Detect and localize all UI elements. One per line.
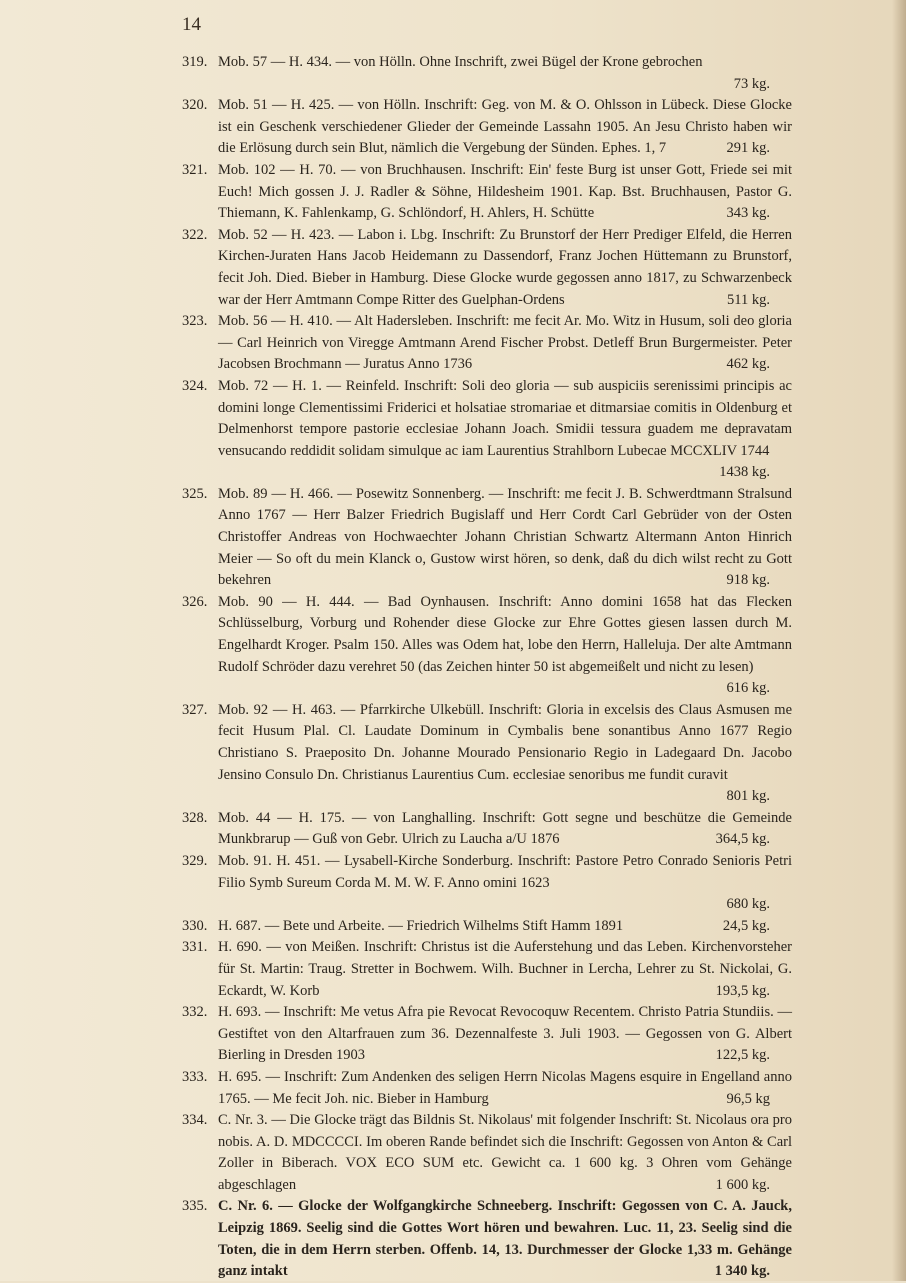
entry-weight: 462 kg.	[726, 356, 770, 373]
entry-text: H. 695. — Inschrift: Zum Andenken des seligen Herrn Nicolas Magens esquire in Engelland anno 1765. — Me fecit Joh. nic. Bieber in Hamburg 96,5 kg	[218, 1067, 792, 1110]
entry-number: 320.	[182, 97, 208, 114]
entry-number: 319.	[182, 54, 208, 70]
entry-326	[182, 592, 792, 700]
entry-weight: 193,5 kg.	[715, 982, 770, 999]
entry-text: Mob. 90 — H. 444. — Bad Oynhausen. Inschrift: Anno domini 1658 hat das Flecken Schlüsselburg, Vorburg und Rohender diese Glocke zur Ehre Gottes giesen lassen durch M. Engelhardt Kroger. Psalm 150. Alles was Odem hat, lobe den Herrn, Halleluja. Der alte Amtmann Rudolf Schröder dazu verehret 50 (das Zeichen hinter 50 ist abgemeißelt und nicht zu lesen) 616 kg.	[218, 592, 792, 678]
entry-321	[182, 160, 792, 225]
entry-text: C. Nr. 6. — Glocke der Wolfgangkirche Schneeberg. Inschrift: Gegossen von C. A. Jauck, Leipzig 1869. Seelig sind die Gottes Wort hören und bewahren. Luc. 11, 23. Seelig sind die Toten, die in dem Herrn sterben. Offenb. 14, 13. Durchmesser der Glocke 1,33 m. Gehänge ganz intakt 1 340 kg.	[218, 1196, 792, 1282]
entry-334	[182, 1110, 792, 1196]
entry-weight: 1 600 kg.	[715, 1176, 770, 1193]
entry-weight: 616 kg.	[726, 680, 770, 697]
entry-text: C. Nr. 3. — Die Glocke trägt das Bildnis St. Nikolaus' mit folgender Inschrift: St. Nicolaus ora pro nobis. A. D. MDCCCCI. Im oberen Rande befindet sich die Inschrift: Gegossen von Anton & Carl Zoller in Biberach. VOX ECO SUM etc. Gewicht ca. 1 600 kg. 3 Ohren vom Gehänge abgeschlagen 1 600 kg.	[218, 1110, 792, 1196]
entry-list	[182, 52, 792, 1283]
entry-number: 322.	[182, 226, 208, 243]
entry-number: 324.	[182, 377, 208, 394]
entry-number: 332.	[182, 1004, 208, 1021]
entry-text: Mob. 91. H. 451. — Lysabell-Kirche Sonderburg. Inschrift: Pastore Petro Conrado Senioris Petri Filio Symb Sureum Corda M. M. W. F. Anno omini 1623 680 kg.	[218, 851, 792, 916]
entry-weight: 1438 kg.	[719, 464, 770, 481]
entry-number: 328.	[182, 809, 208, 826]
entry-text: Mob. 56 — H. 410. — Alt Hadersleben. Inschrift: me fecit Ar. Mo. Witz in Husum, soli deo gloria — Carl Heinrich von Viregge Amtmann Arend Fischer Probst. Detleff Brun Burgermeister. Peter Jacobsen Brochmann — Juratus Anno 1736 462 kg.	[218, 311, 792, 376]
entry-325	[182, 484, 792, 592]
entry-324	[182, 376, 792, 484]
entry-text: Mob. 51 — H. 425. — von Hölln. Inschrift: Geg. von M. & O. Ohlsson in Lübeck. Diese Glocke ist ein Geschenk verschiedener Glieder der Gemeinde Lassahn 1905. An Jesu Christo haben wir die Erlösung durch sein Blut, nämlich die Vergebung der Sünden. Ephes. 1, 7 291 kg.	[218, 95, 792, 160]
entry-weight: 343 kg.	[726, 205, 770, 222]
entry-weight: 511 kg.	[727, 291, 770, 308]
entry-text: H. 690. — von Meißen. Inschrift: Christus ist die Auferstehung und das Leben. Kirchenvorsteher für St. Martin: Traug. Stretter in Bochwem. Wilh. Buchner in Lercha, Lehrer zu St. Nickolai, G. Eckardt, W. Korb 193,5 kg.	[218, 937, 792, 1002]
entry-weight: 364,5 kg.	[715, 831, 770, 848]
entry-319	[182, 52, 792, 95]
entry-weight: 122,5 kg.	[715, 1047, 770, 1064]
entry-text: H. 687. — Bete und Arbeite. — Friedrich Wilhelms Stift Hamm 1891 24,5 kg.	[218, 916, 792, 938]
entry-text: Mob. 89 — H. 466. — Posewitz Sonnenberg. — Inschrift: me fecit J. B. Schwerdtmann Stralsund Anno 1767 — Herr Balzer Friedrich Bugislaff und Herr Cordt Carl Gebrüder von der Osten Christoffer Andreas von Hochwaechter Johann Christian Schwartz Altermann Anton Hinrich Meier — So oft du mein Klanck o, Gustow wirst hören, so denk, daß du dich wilst recht zu Gott bekehren 918 kg.	[218, 484, 792, 592]
entry-number: 330.	[182, 917, 208, 934]
page-spine-shadow	[892, 0, 906, 1281]
entry-329	[182, 851, 792, 916]
entry-number: 335.	[182, 1198, 208, 1215]
entry-323	[182, 311, 792, 376]
entry-weight: 73 kg.	[733, 75, 770, 92]
entry-text: Mob. 52 — H. 423. — Labon i. Lbg. Inschrift: Zu Brunstorf der Herr Prediger Elfeld, die Herren Kirchen-Juraten Hans Jacob Heidemann zu Dassendorf, Franz Jochen Hüttemann zu Brunstorf, fecit Joh. Died. Bieber in Hamburg. Diese Glocke wurde gegossen anno 1817, zu Schwarzenbeck war der Herr Amtmann Compe Ritter des Guelphan-Ordens 511 kg.	[218, 225, 792, 311]
entry-weight: 24,5 kg.	[722, 917, 770, 934]
entry-number: 333.	[182, 1068, 208, 1085]
entry-330	[182, 916, 792, 938]
entry-weight: 291 kg.	[726, 140, 770, 157]
entry-text: H. 693. — Inschrift: Me vetus Afra pie Revocat Revocoquw Recentem. Christo Patria Stundiis. — Gestiftet von den Altarfrauen zum 36. Dezennalfeste 3. Juli 1903. — Gegossen von G. Albert Bierling in Dresden 1903 122,5 kg.	[218, 1002, 792, 1067]
entry-weight: 801 kg.	[726, 788, 770, 805]
entry-322	[182, 225, 792, 311]
entry-number: 329.	[182, 852, 208, 869]
entry-number: 323.	[182, 313, 208, 330]
entry-weight: 680 kg.	[726, 896, 770, 913]
entry-text: Mob. 102 — H. 70. — von Bruchhausen. Inschrift: Ein' feste Burg ist unser Gott, Friede sei mit Euch! Mich gossen J. J. Radler & Söhne, Hildesheim 1901. Kap. Bst. Bruchhausen, Pastor G. Thiemann, K. Fahlenkamp, G. Schlöndorf, H. Ahlers, H. Schütte 343 kg.	[218, 160, 792, 225]
entry-number: 331.	[182, 939, 208, 956]
entry-number: 325.	[182, 485, 208, 502]
entry-333	[182, 1067, 792, 1110]
page-number: 14	[182, 14, 201, 35]
entry-331	[182, 937, 792, 1002]
entry-320	[182, 95, 792, 160]
entry-text: Mob. 72 — H. 1. — Reinfeld. Inschrift: Soli deo gloria — sub auspiciis serenissimi principis ac domini longe Clementissimi Friderici et holsatiae stromariae et ditmarsiae comitis in Oldenburg et Delmenhorst tempore pastorie ecclesiae Johann Joach. Smidii tessura guadem me depravatam vensucando reddidit solidam simulque ac iam Laurentius Strahlborn Lubecae MCCXLIV 1744 1438 kg.	[218, 376, 792, 462]
entry-328	[182, 808, 792, 851]
entry-335	[182, 1196, 792, 1282]
entry-number: 334.	[182, 1112, 208, 1129]
entry-weight: 918 kg.	[726, 572, 770, 589]
entry-number: 327.	[182, 701, 208, 718]
entry-text: Mob. 57 — H. 434. — von Hölln. Ohne Inschrift, zwei Bügel der Krone gebrochen 73 kg.	[218, 52, 792, 95]
entry-text: Mob. 44 — H. 175. — von Langhalling. Inschrift: Gott segne und beschütze die Gemeinde Munkbrarup — Guß von Gebr. Ulrich zu Laucha a/U 1876 364,5 kg.	[218, 808, 792, 851]
entry-number: 321.	[182, 161, 208, 178]
entry-332	[182, 1002, 792, 1067]
entry-number: 326.	[182, 593, 208, 610]
entry-weight: 96,5 kg	[726, 1090, 770, 1107]
entry-327	[182, 700, 792, 808]
entry-text: Mob. 92 — H. 463. — Pfarrkirche Ulkebüll. Inschrift: Gloria in excelsis des Claus Asmusen me fecit Husum Plal. Cl. Laudate Dominum in Cymbalis bene sonantibus Anno 1677 Regio Christiano S. Praeposito Dn. Johanne Mourado Pensionario Regio in Ladegaard Dn. Jacobo Jensino Consulo Dn. Christianus Laurentius Cum. ecclesiae senoribus me fundit curavit 801 kg.	[218, 700, 792, 786]
entry-weight: 1 340 kg.	[714, 1263, 770, 1280]
